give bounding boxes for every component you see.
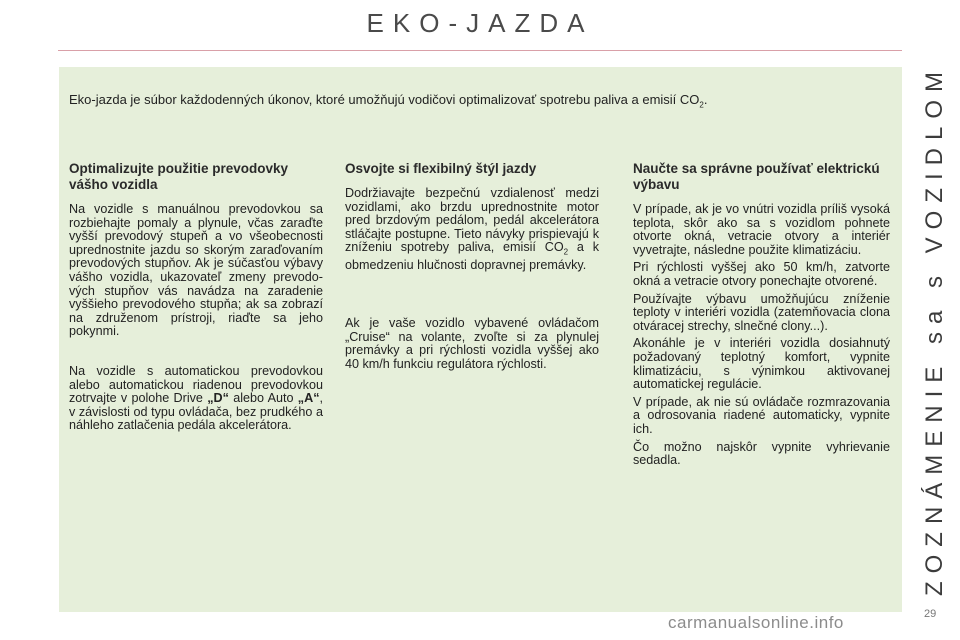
watermark: carmanualsonline.info: [668, 613, 844, 632]
paragraph-cruise-control: Ak je vaše vozidlo vybavené ovládačom „Cruise“ na volante, zvoľte si za plynulej premávky a pri rýchlosti vozidla vyššej ako 40 km/h funkciu regulátora rýchlosti.: [345, 316, 599, 371]
title-divider: [58, 50, 902, 51]
co2-subscript: 2: [563, 247, 569, 257]
column-electrical-equipment: [633, 161, 890, 472]
paragraph-manual-gearbox: Na vozidle s manuálnou prevodovkou sa rozbiehajte pomaly a plynule, včas zaraďte vyšší prevodový stupeň a vo všeobecnosti uprednostnite jazdu so skorým zaraďovaním prevodových stupňov. Ak je súčasťou výbavy vášho vozidla, ukazovateľ zmeny prevodových stupňov vás navádza na zaradenie vyššieho prevodového stupňa; ak sa zobrazí na združenom prístroji, riaďte sa jeho pokynmi.: [69, 202, 323, 339]
content-panel: [59, 67, 902, 612]
heading-electrical-equipment: Naučte sa správne používať elektrickú výbavu: [633, 161, 880, 192]
text-part: , v závislosti od typu ovládača, bez prudkého a náhleho zatlačenia pedála akcelerátora.: [69, 391, 323, 433]
intro-sentence: Eko-jazda je súbor každodenných úkonov, ktoré umožňujú vodičovi optimalizovať spotrebu paliva a emisií CO: [69, 92, 700, 107]
text-part: alebo Auto: [228, 391, 298, 406]
paragraph-safe-distance: [345, 187, 599, 273]
paragraph-air-conditioning: Akonáhle je v interiéri vozidla dosiahnutý požadovaný teplotný komfort, vypnite klimatizáciu, s výnimkou aktivovanej automatickej regulácie.: [633, 336, 890, 392]
paragraph-shades: Používajte výbavu umožňujúcu zníženie teploty v interiéri vozidla (zatemňovacia clona otváracej strechy, slnečné clony...).: [633, 291, 890, 333]
paragraph-demisting: V prípade, ak nie sú ovládače rozmrazovania a odrosovania riadené automaticky, vypnite ich.: [633, 394, 890, 436]
paragraph-seat-heating: Čo možno najskôr vypnite vyhrievanie sedadla.: [633, 439, 890, 468]
column-gearbox: [69, 161, 323, 437]
paragraph-automatic-gearbox: [69, 365, 323, 433]
intro-text: [69, 91, 889, 114]
drive-label: „D“: [207, 391, 229, 406]
text-part: Na vozidle s automatickou prevodovkou alebo automatickou riadenou prevodovkou zotrvajte v polohe Drive: [69, 363, 323, 406]
heading-gearbox: Optimalizujte použitie prevodovky vášho vozidla: [69, 161, 289, 192]
auto-label: „A“: [297, 391, 320, 406]
intro-tail: .: [703, 92, 708, 107]
page-title: EKO-JAZDA: [366, 8, 594, 38]
paragraph-windows: Pri rýchlosti vyššej ako 50 km/h, zatvorte okná a vetracie otvory ponechajte otvorené.: [633, 260, 890, 288]
page-number: 29: [924, 608, 937, 620]
column-driving-style: [345, 161, 599, 375]
text-part: Dodržiavajte bezpečnú vzdialenosť medzi vozidlami, ako brzdu uprednostnite motor pred brzdovým pedálom, pedál akcelerátora stláčajte postupne. Tieto návyky prispievajú k zníženiu spotreby paliva, emisií CO: [345, 186, 599, 255]
heading-driving-style: Osvojte si flexibilný štýl jazdy: [345, 161, 537, 176]
chapter-side-title: ZOZNÁMENIE sa s VOZIDLOM: [921, 63, 948, 597]
paragraph-ventilate: V prípade, ak je vo vnútri vozidla príliš vysoká teplota, skôr ako sa s vozidlom pohnete otvorte okná, vetracie otvory a interiér vyvetrajte, následne použite klimatizáciu.: [633, 202, 890, 257]
intro-subscript: 2: [699, 100, 704, 110]
text-part: a k obmedzeniu hlučnosti dopravnej premávky.: [345, 240, 599, 273]
